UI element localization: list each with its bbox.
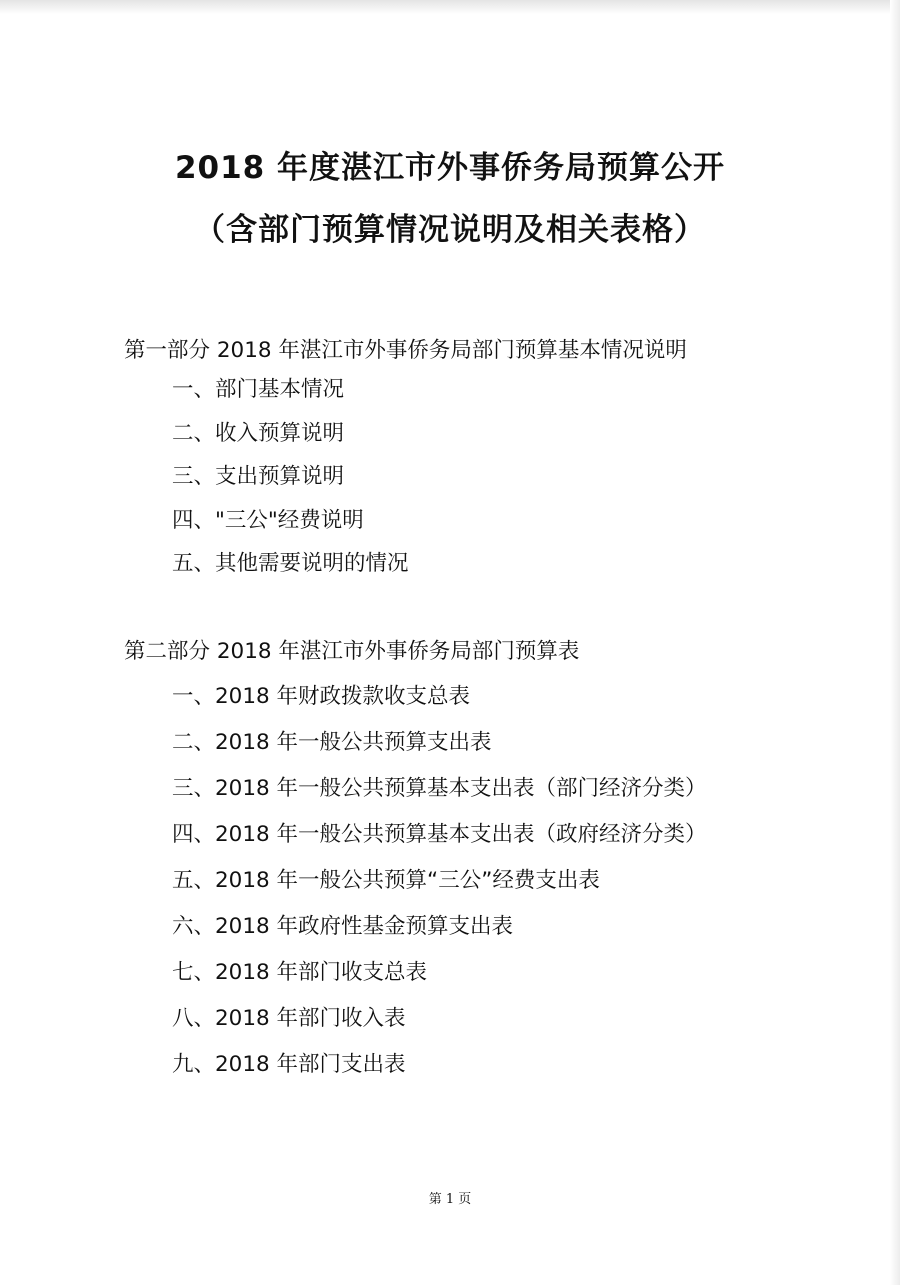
list-item: 一、部门基本情况 xyxy=(172,377,345,402)
list-item: 二、收入预算说明 xyxy=(172,421,345,446)
page-number: 第 1 页 xyxy=(428,1192,472,1207)
document-subtitle: （含部门预算情况说明及相关表格） xyxy=(194,212,706,248)
scan-top-shadow xyxy=(0,0,900,14)
list-item: 三、支出预算说明 xyxy=(172,464,345,489)
list-item: 八、2018 年部门收入表 xyxy=(172,1006,406,1031)
list-item: 二、2018 年一般公共预算支出表 xyxy=(172,730,492,755)
list-item: 一、2018 年财政拨款收支总表 xyxy=(172,684,471,709)
list-item: 四、2018 年一般公共预算基本支出表（政府经济分类） xyxy=(172,822,707,847)
scan-right-shadow xyxy=(890,0,900,1285)
part2-heading: 第二部分 2018 年湛江市外事侨务局部门预算表 xyxy=(124,639,580,664)
list-item: 七、2018 年部门收支总表 xyxy=(172,960,428,985)
list-item: 六、2018 年政府性基金预算支出表 xyxy=(172,914,514,939)
part1-heading: 第一部分 2018 年湛江市外事侨务局部门预算基本情况说明 xyxy=(124,338,687,363)
list-item: 九、2018 年部门支出表 xyxy=(172,1052,406,1077)
list-item: 四、"三公"经费说明 xyxy=(172,508,364,533)
document-title: 2018 年度湛江市外事侨务局预算公开 xyxy=(174,150,726,186)
list-item: 五、其他需要说明的情况 xyxy=(172,551,409,576)
list-item: 五、2018 年一般公共预算“三公”经费支出表 xyxy=(172,868,600,893)
list-item: 三、2018 年一般公共预算基本支出表（部门经济分类） xyxy=(172,776,707,801)
